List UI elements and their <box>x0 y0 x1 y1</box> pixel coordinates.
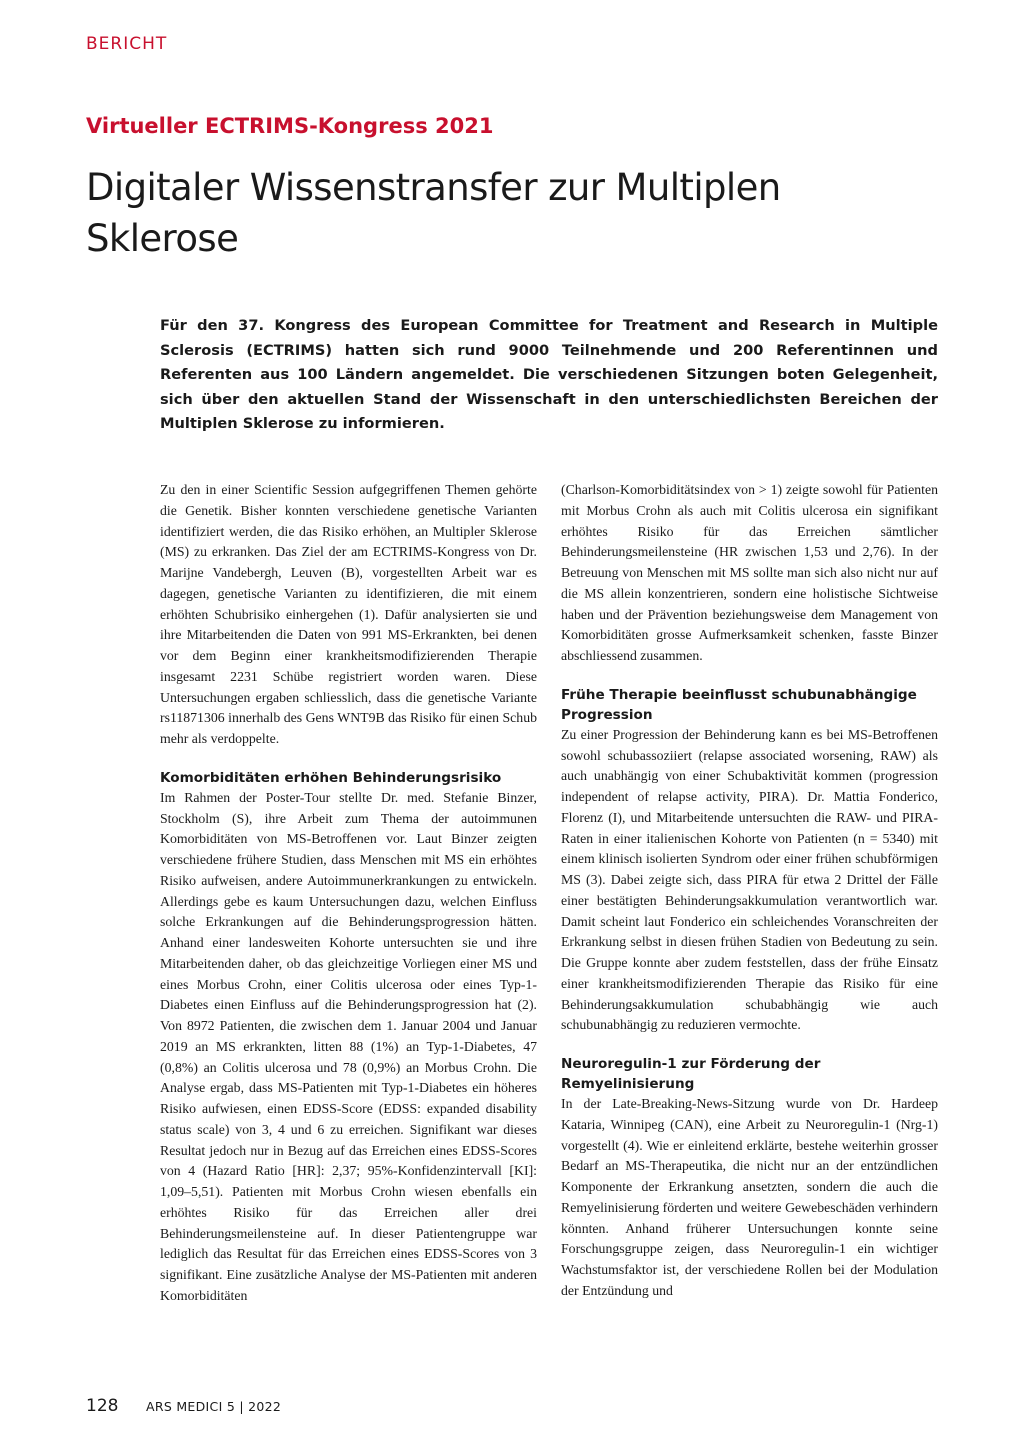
article-headline: Digitaler Wissenstransfer zur Multiplen Sklerose <box>86 166 781 260</box>
body-paragraph: (Charlson-Komorbiditätsindex von > 1) zeigte sowohl für Patienten mit Morbus Crohn als auch mit Colitis ulcerosa ein signifikant erhöhtes Risiko für das Erreichen sämtlicher Behinderungsmeilensteine (HR zwischen 1,53 und 2,76). In der Betreuung von Menschen mit MS sollte man sich also nicht nur auf die MS allein konzentrieren, sondern eine holistische Sichtweise haben und der Prävention beziehungsweise dem Management von Komorbiditäten grosse Aufmerksamkeit schenken, fasste Binzer abschliessend zusammen. <box>561 482 938 663</box>
article-lead: Für den 37. Kongress des European Committee for Treatment and Research in Multiple Sclerosis (ECTRIMS) hatten sich rund 9000 Teilnehmende und 200 Referentinnen und Referenten aus 100 Ländern angemeldet. Die verschiedenen Sitzungen boten Gelegenheit, sich über den aktuellen Stand der Wissenschaft in den unterschiedlichsten Bereichen der Multiplen Sklerose zu informieren. <box>160 317 938 432</box>
body-paragraph: Zu einer Progression der Behinderung kann es bei MS-Betroffenen sowohl schubassoziiert (relapse associated worsening, RAW) als auch unabhängig von einer Schubaktivität kommen (progression independent of relapse activity, PIRA). Dr. Mattia Fonderico, Florenz (I), und Mitarbeitende untersuchten die RAW- und PIRA-Raten in einer italienischen Kohorte von Patienten (n = 5340) mit einem klinisch isolierten Syndrom oder einer frühen schubförmigen MS (3). Dabei zeigte sich, dass PIRA für etwa 2 Drittel der Fälle einer bestätigten Behinderungsakkumulation verantwortlich war. Damit scheint laut Fonderico ein schleichendes Voranschreiten der Erkrankung selbst in diesen frühen Stadien von Bedeutung zu sein. Die Gruppe konnte aber zudem feststellen, dass der frühe Einsatz einer krankheitsmodifizierenden Therapie das Risiko für eine Behinderungsakkumulation schubabhängig wie auch schubunabhängig zu reduzieren vermochte. <box>561 726 938 1033</box>
body-paragraph: In der Late-Breaking-News-Sitzung wurde von Dr. Hardeep Kataria, Winnipeg (CAN), eine Arbeit zu Neuroregulin-1 (Nrg-1) vorgestellt (4). Wie er einleitend erklärte, bestehe weiterhin grosser Bedarf an MS-Therapeutika, die nicht nur an der entzündlichen Komponente der Erkrankung ansetzten, sondern die auch die Remyelinisierung förderten und weitere Gewebeschäden verhindern könnten. Anhand früherer Untersuchungen konnte seine Forschungsgruppe zeigen, dass Neuroregulin-1 ein wichtiger Wachstumsfaktor ist, der verschiedene Rollen bei der Modulation der Entzündung und <box>561 1096 938 1298</box>
subheading: Neuroregulin-1 zur Förderung der Remyelinisierung <box>561 1056 821 1092</box>
publication-info: ARS MEDICI 5 | 2022 <box>146 1399 282 1414</box>
article-kicker: Virtueller ECTRIMS-Kongress 2021 <box>86 114 494 138</box>
body-paragraph: Zu den in einer Scientific Session aufgegriffenen Themen gehörte die Genetik. Bisher konnten verschiedene genetische Varianten identifiziert werden, die das Risiko erhöhen, an Multipler Sklerose (MS) zu erkranken. Das Ziel der am ECTRIMS-Kongress von Dr. Marijne Vandebergh, Leuven (B), vorgestellten Arbeit war es dagegen, genetische Varianten zu identifizieren, die mit einem erhöhten Schubrisiko einhergehen (1). Dafür analysierten sie und ihre Mitarbeitenden die Daten von 991 MS-Erkrankten, bei denen vor dem Beginn einer krankheitsmodifizierenden Therapie insgesamt 2231 Schübe registriert worden waren. Diese Untersuchungen ergaben schliesslich, dass die genetische Variante rs11871306 innerhalb des Gens WNT9B das Risiko für einen Schub mehr als verdoppelte. <box>160 482 537 746</box>
page-number: 128 <box>86 1396 119 1416</box>
subheading: Frühe Therapie beeinflusst schubunabhängige Progression <box>561 686 917 723</box>
subheading: Komorbiditäten erhöhen Behinderungsrisiko <box>160 769 502 786</box>
left-column <box>160 480 537 1307</box>
body-paragraph: Im Rahmen der Poster-Tour stellte Dr. med. Stefanie Binzer, Stockholm (S), ihre Arbeit zum Thema der autoimmunen Komorbiditäten von MS-Betroffenen vor. Laut Binzer zeigten verschiedene frühere Studien, dass Menschen mit MS ein erhöhtes Risiko aufweisen, andere Autoimmunerkrankungen zu entwickeln. Allerdings gebe es kaum Untersuchungen dazu, welchen Einfluss solche Erkrankungen auf die Behinderungsprogression hätten. Anhand einer landesweiten Kohorte untersuchten sie und ihre Mitarbeitenden daher, ob das gleichzeitige Vorliegen einer MS und eines Morbus Crohn, einer Colitis ulcerosa oder eines Typ-1-Diabetes einen Einfluss auf die Behinderungsprogression hat (2). Von 8972 Patienten, die zwischen dem 1. Januar 2004 und Januar 2019 an MS erkrankten, litten 88 (1%) an Typ-1-Diabetes, 47 (0,8%) an Colitis ulcerosa und 78 (0,9%) an Morbus Crohn. Die Analyse ergab, dass MS-Patienten mit Typ-1-Diabetes ein höheres Risiko aufwiesen, einen EDSS-Score (EDSS: expanded disability status scale) von 3, 4 und 6 zu erreichen. Signifikant war dieses Resultat jedoch nur in Bezug auf das Erreichen eines EDSS-Scores von 4 (Hazard Ratio [HR]: 2,37; 95%-Konfidenzintervall [KI]: 1,09–5,51). Patienten mit Morbus Crohn wiesen ebenfalls ein erhöhtes Risiko für das Erreichen aller drei Behinderungsmeilensteine auf. In dieser Patientengruppe war lediglich das Resultat für das Erreichen eines EDSS-Scores von 3 signifikant. Eine zusätzliche Analyse der MS-Patienten mit anderen Komorbiditäten <box>160 789 537 1303</box>
section-tag: BERICHT <box>86 34 168 54</box>
right-column <box>561 480 938 1302</box>
